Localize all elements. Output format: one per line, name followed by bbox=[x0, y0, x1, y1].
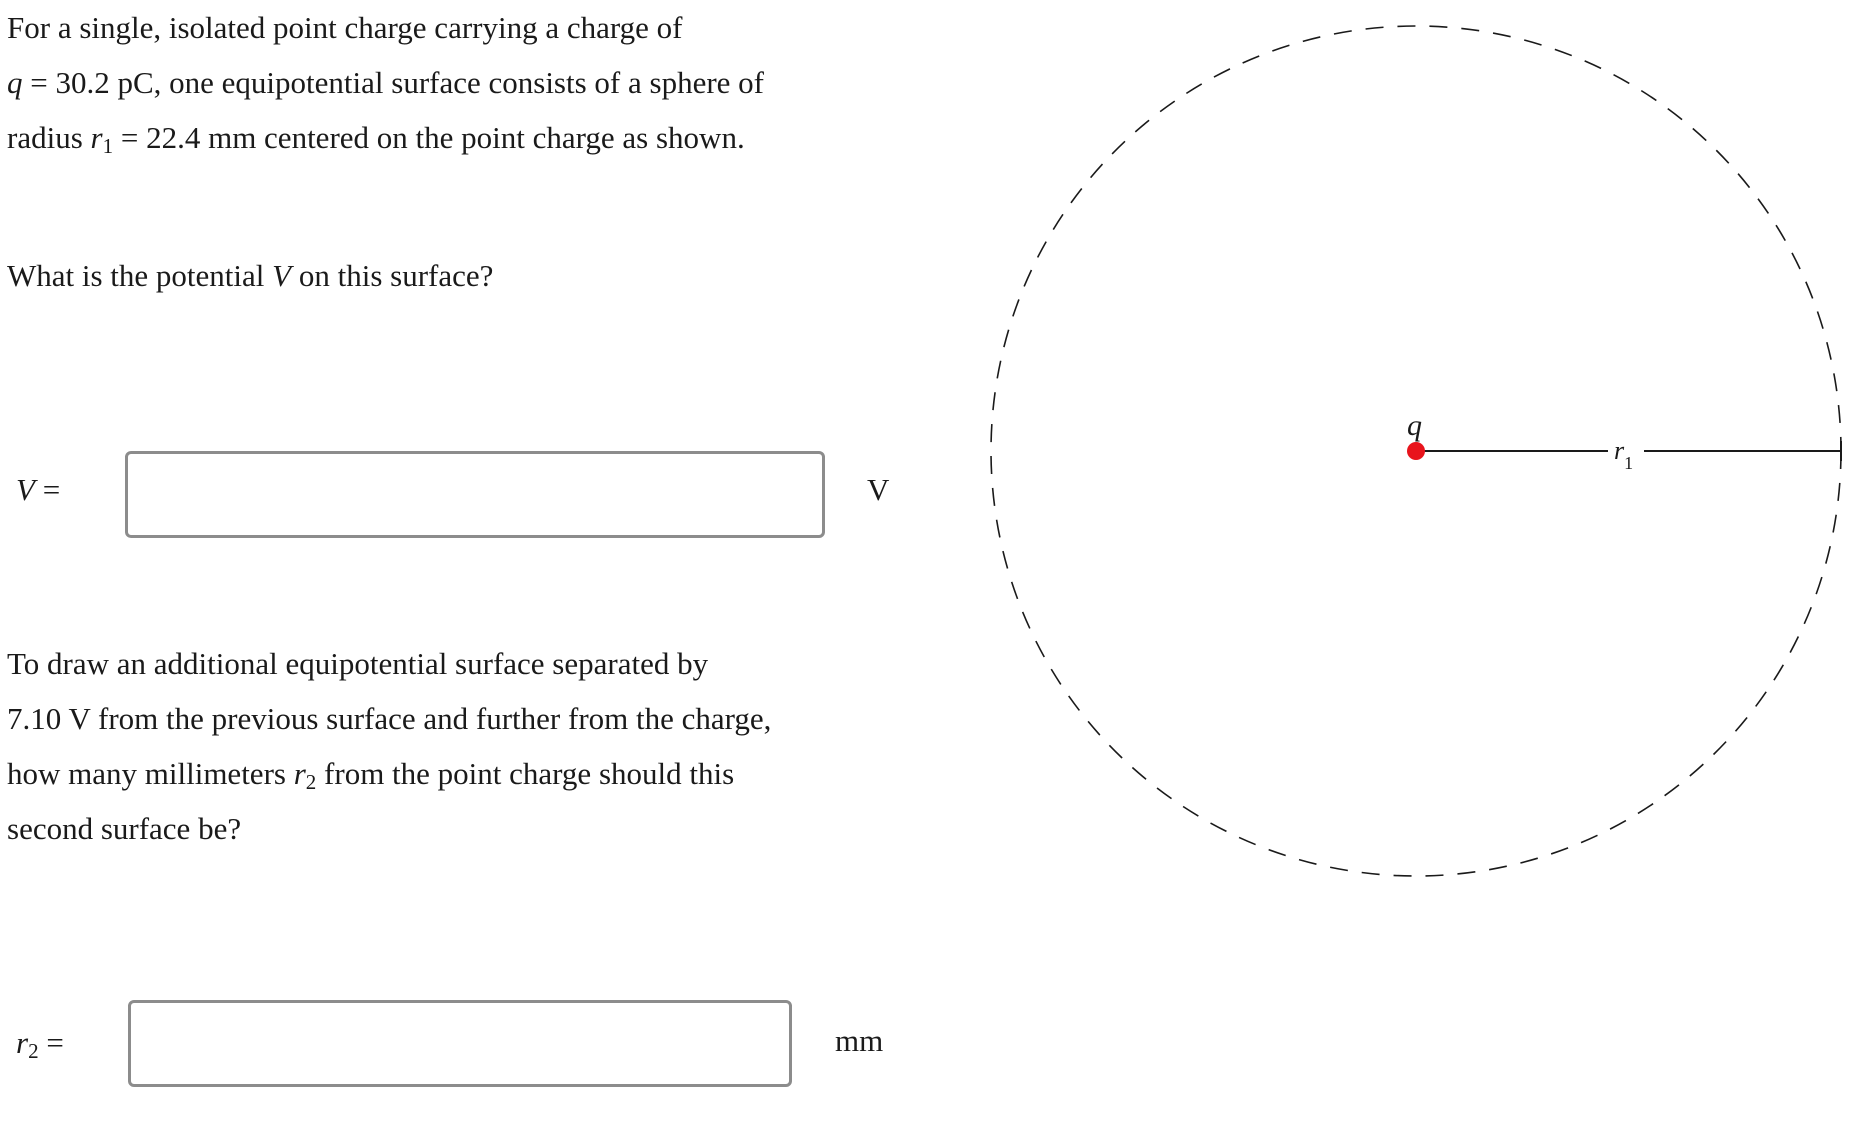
charge-value-text: = 30.2 pC, one equipotential surface consists of a sphere of bbox=[22, 65, 764, 100]
radius-label bbox=[1614, 436, 1633, 473]
question-radius-line-4 bbox=[7, 801, 771, 856]
r2-symbol: r bbox=[293, 756, 306, 791]
question-radius-line-1 bbox=[7, 636, 771, 691]
question-radius-line-3 bbox=[7, 746, 771, 801]
charge-symbol: q bbox=[7, 65, 23, 100]
radius-label-symbol: r bbox=[1614, 436, 1625, 465]
potential-unit: V bbox=[867, 472, 890, 507]
point-charge bbox=[1407, 442, 1425, 460]
equals-sign: = bbox=[38, 1025, 64, 1060]
potential-answer-label bbox=[16, 470, 60, 510]
potential-label-symbol: V bbox=[16, 472, 35, 507]
question-text: on this surface? bbox=[291, 258, 494, 293]
question-potential-line bbox=[7, 248, 493, 303]
question-radius bbox=[7, 636, 771, 856]
intro-text: For a single, isolated point charge carrying a charge of bbox=[7, 10, 683, 45]
r2-label-subscript: 2 bbox=[28, 1039, 39, 1063]
question-text: 7.10 V from the previous surface and further from the charge, bbox=[7, 701, 772, 736]
question-potential bbox=[7, 248, 493, 303]
intro-line-3 bbox=[7, 110, 764, 165]
radius-subscript: 1 bbox=[102, 134, 114, 158]
question-text: how many millimeters bbox=[7, 756, 294, 791]
potential-symbol: V bbox=[272, 258, 292, 293]
problem-intro bbox=[7, 0, 764, 165]
question-text: What is the potential bbox=[7, 258, 273, 293]
r2-answer-label bbox=[16, 1023, 64, 1063]
intro-line-2 bbox=[7, 55, 764, 110]
r2-unit: mm bbox=[835, 1023, 884, 1058]
radius-text: radius bbox=[7, 120, 91, 155]
radius-symbol: r bbox=[90, 120, 103, 155]
intro-line-1 bbox=[7, 0, 764, 55]
potential-answer-input[interactable] bbox=[125, 451, 825, 538]
question-radius-line-2 bbox=[7, 691, 771, 746]
radius-label-subscript: 1 bbox=[1624, 453, 1634, 473]
r2-label-symbol: r bbox=[16, 1025, 29, 1060]
equals-sign: = bbox=[34, 472, 61, 507]
question-text: second surface be? bbox=[7, 811, 242, 846]
r2-subscript: 2 bbox=[305, 770, 317, 794]
radius-value-text: = 22.4 mm centered on the point charge as shown. bbox=[113, 120, 745, 155]
r2-answer-input[interactable] bbox=[128, 1000, 792, 1087]
question-text: from the point charge should this bbox=[316, 756, 735, 791]
equipotential-figure bbox=[980, 10, 1856, 910]
question-text: To draw an additional equipotential surface separated by bbox=[7, 646, 709, 681]
charge-label: q bbox=[1407, 409, 1422, 442]
